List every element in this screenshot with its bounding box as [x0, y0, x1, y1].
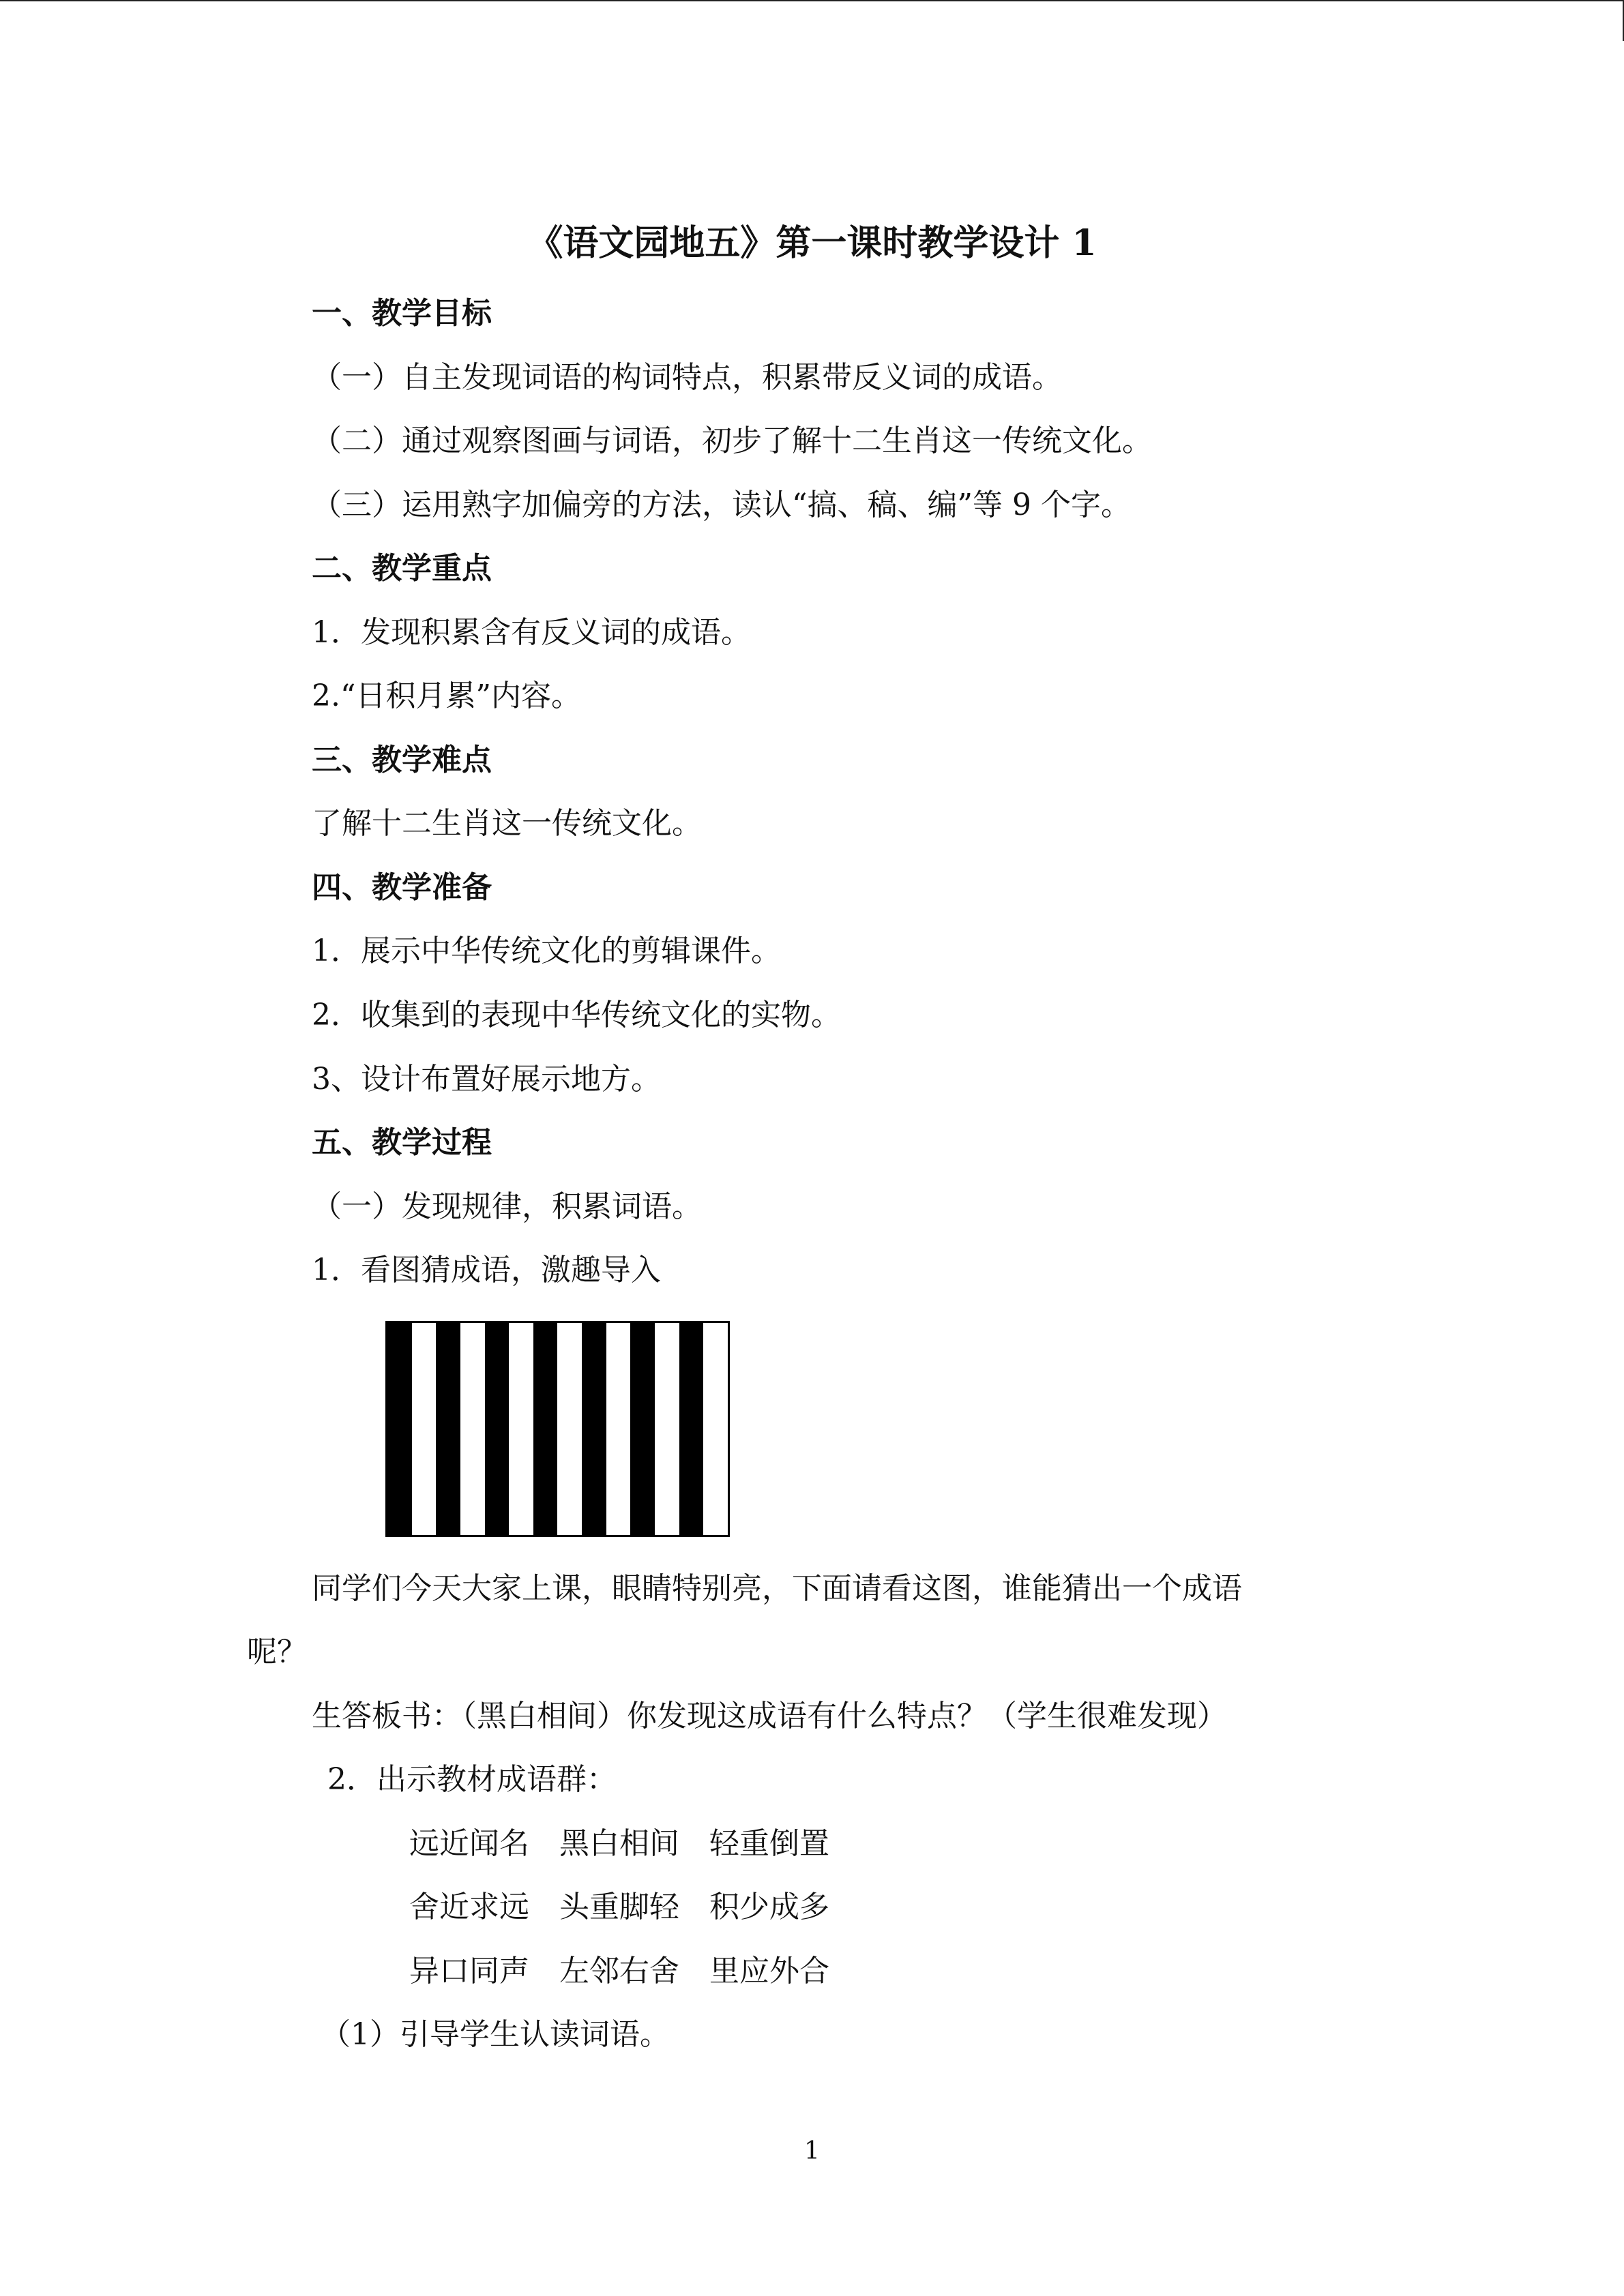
stripe [703, 1323, 728, 1535]
page-border-top [0, 0, 1624, 1]
goal-item-1: （一）自主发现词语的构词特点，积累带反义词的成语。 [312, 360, 1062, 395]
heading-difficulties: 三、教学难点 [312, 743, 492, 777]
preparation-item-3: 3、设计布置好展示地方。 [312, 1062, 661, 1097]
goal-item-3: （三）运用熟字加偏旁的方法，读认“搞、稿、编”等 9 个字。 [312, 488, 1131, 522]
stripe [509, 1323, 533, 1535]
goal-item-2: （二）通过观察图画与词语，初步了解十二生肖这一传统文化。 [312, 423, 1152, 458]
stripe [582, 1323, 606, 1535]
process-step-2: 2．出示教材成语群： [327, 1762, 617, 1797]
stripe [533, 1323, 558, 1535]
idiom-row-3: 异口同声 左邻右舍 里应外合 [409, 1954, 829, 1988]
stripe [630, 1323, 655, 1535]
stripe [436, 1323, 460, 1535]
difficulty-item-1: 了解十二生肖这一传统文化。 [312, 806, 702, 841]
heading-process: 五、教学过程 [312, 1125, 492, 1160]
idiom-row-1: 远近闻名 黑白相间 轻重倒置 [409, 1826, 829, 1861]
process-sub-step-1: （1）引导学生认读词语。 [321, 2017, 670, 2052]
preparation-item-1: 1．展示中华传统文化的剪辑课件。 [312, 934, 781, 968]
idiom-row-2: 舍近求远 头重脚轻 积少成多 [409, 1890, 829, 1924]
heading-goals: 一、教学目标 [312, 296, 492, 331]
stripe [606, 1323, 631, 1535]
stripe [557, 1323, 582, 1535]
stripe [412, 1323, 437, 1535]
stripe [460, 1323, 485, 1535]
black-white-stripes-figure [385, 1321, 730, 1537]
heading-preparation: 四、教学准备 [312, 870, 492, 905]
stripe [387, 1323, 412, 1535]
page-number: 1 [804, 2137, 820, 2165]
preparation-item-2: 2．收集到的表现中华传统文化的实物。 [312, 998, 841, 1032]
page-title: 《语文园地五》第一课时教学设计 1 [527, 222, 1097, 264]
paragraph-2: 生答板书：（黑白相间）你发现这成语有什么特点？（学生很难发现） [312, 1699, 1227, 1733]
key-point-item-1: 1．发现积累含有反义词的成语。 [312, 615, 751, 650]
paragraph-1-line-2: 呢？ [247, 1635, 307, 1669]
stripe [655, 1323, 679, 1535]
stripe [485, 1323, 510, 1535]
process-step-1: 1．看图猜成语，激趣导入 [312, 1253, 661, 1287]
paragraph-1-line-1: 同学们今天大家上课，眼睛特别亮，下面请看这图，谁能猜出一个成语 [312, 1571, 1242, 1606]
heading-key-points: 二、教学重点 [312, 551, 492, 586]
key-point-item-2: 2.“日积月累”内容。 [312, 679, 581, 713]
stripe [679, 1323, 704, 1535]
process-subsection-1: （一）发现规律，积累词语。 [312, 1189, 702, 1224]
